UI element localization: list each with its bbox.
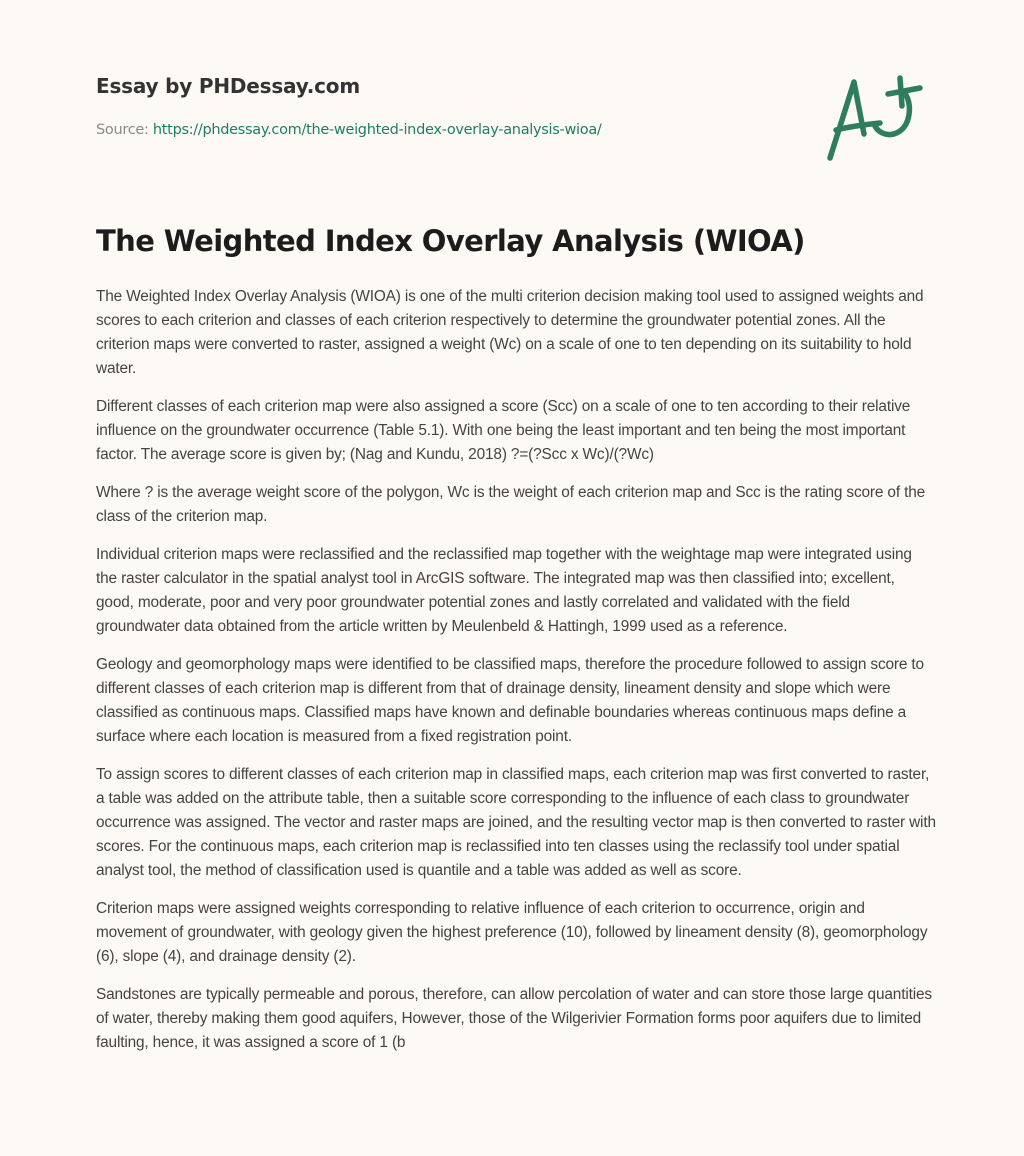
article-body — [96, 285, 936, 1069]
paragraph: Criterion maps were assigned weights corresponding to relative influence of each criterion to occurrence, origin and movement of groundwater, with geology given the highest preference (10), followed by lineament density (8), geomorphology (6), slope (4), and drainage density (2). — [96, 900, 928, 965]
paragraph: Geology and geomorphology maps were identified to be classified maps, therefore the procedure followed to assign score to different classes of each criterion map is different from that of drainage density, lineament density and slope which were classified as continuous maps. Classified maps have known and definable boundaries whereas continuous maps define a surface where each location is measured from a fixed registration point. — [96, 656, 924, 745]
paragraph: The Weighted Index Overlay Analysis (WIOA) is one of the multi criterion decision making tool used to assigned weights and scores to each criterion and classes of each criterion respectively to determine the groundwater potential zones. All the criterion maps were converted to raster, assigned a weight (Wc) on a scale of one to ten depending on its suitability to hold water. — [96, 288, 924, 377]
source-label: Source: — [96, 122, 149, 138]
a-plus-grade-icon — [822, 68, 932, 168]
paragraph: Individual criterion maps were reclassified and the reclassified map together with the weightage map were integrated using the raster calculator in the spatial analyst tool in ArcGIS software. The integrated map was then classified into; excellent, good, moderate, poor and very poor groundwater potential zones and lastly correlated and validated with the field groundwater data obtained from the article written by Meulenbeld & Hattingh, 1999 used as a reference. — [96, 546, 912, 635]
site-title: Essay by PHDessay.com — [96, 74, 360, 98]
page-header — [96, 74, 796, 138]
source-line — [96, 122, 796, 138]
paragraph: To assign scores to different classes of each criterion map in classified maps, each criterion map was first converted to raster, a table was added on the attribute table, then a suitable score corresponding to the influence of each class to groundwater occurrence was assigned. The vector and raster maps are joined, and the resulting vector map is then converted to raster with scores. For the continuous maps, each criterion map is reclassified into ten classes using the reclassify tool under spatial analyst tool, the method of classification used is quantile and a table was added as well as score. — [96, 766, 936, 879]
paragraph: Different classes of each criterion map were also assigned a score (Scc) on a scale of one to ten according to their relative influence on the groundwater occurrence (Table 5.1). With one being the least important and ten being the most important factor. The average score is given by; (Nag and Kundu, 2018) ?=(?Scc x Wc)/(?Wc) — [96, 398, 911, 463]
paragraph: Sandstones are typically permeable and porous, therefore, can allow percolation of water and can store those large quantities of water, thereby making them good aquifers, However, those of the Wilgerivier Formation forms poor aquifers due to limited faulting, hence, it was assigned a score of 1 (b — [96, 986, 932, 1051]
paragraph: Where ? is the average weight score of the polygon, Wc is the weight of each criterion map and Scc is the rating score of the class of the criterion map. — [96, 484, 926, 525]
page-title: The Weighted Index Overlay Analysis (WIOA) — [96, 224, 805, 258]
source-link[interactable]: https://phdessay.com/the-weighted-index-overlay-analysis-wioa/ — [152, 122, 602, 138]
